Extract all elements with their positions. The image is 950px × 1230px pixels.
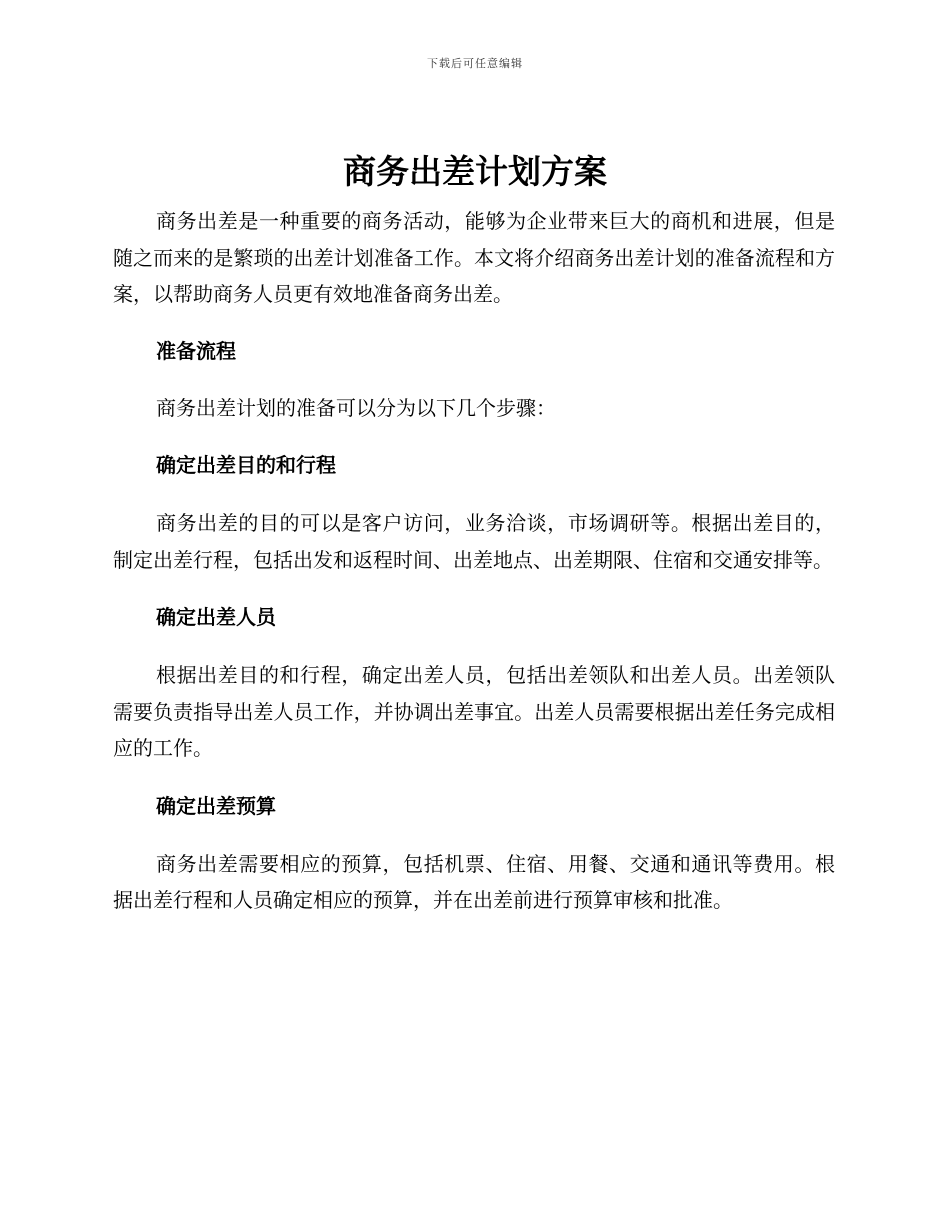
step-text-purpose: 商务出差的目的可以是客户访问，业务洽谈，市场调研等。根据出差目的，制定出差行程，包括出发和返程时间、出差地点、出差期限、住宿和交通安排等。 [113, 511, 835, 572]
section-prep-text: 商务出差计划的准备可以分为以下几个步骤： [156, 395, 556, 420]
step-heading-budget: 确定出差预算 [156, 793, 276, 818]
document-title: 商务出差计划方案 [343, 152, 607, 191]
step-heading-personnel: 确定出差人员 [156, 605, 276, 629]
step-heading-purpose: 确定出差目的和行程 [156, 453, 336, 477]
step-text-personnel: 根据出差目的和行程，确定出差人员，包括出差领队和出差人员。出差领队需要负责指导出差人员工作，并协调出差事宜。出差人员需要根据出差任务完成相应的工作。 [113, 663, 835, 760]
step-text-budget: 商务出差需要相应的预算，包括机票、住宿、用餐、交通和通讯等费用。根据出差行程和人员确定相应的预算，并在出差前进行预算审核和批准。 [113, 851, 835, 912]
document-body [113, 203, 835, 919]
section-heading-prep: 准备流程 [156, 338, 236, 363]
intro-paragraph: 商务出差是一种重要的商务活动，能够为企业带来巨大的商机和进展，但是随之而来的是繁琐的出差计划准备工作。本文将介绍商务出差计划的准备流程和方案，以帮助商务人员更有效地准备商务出差。 [113, 209, 835, 306]
header-note: 下载后可任意编辑 [427, 57, 523, 70]
